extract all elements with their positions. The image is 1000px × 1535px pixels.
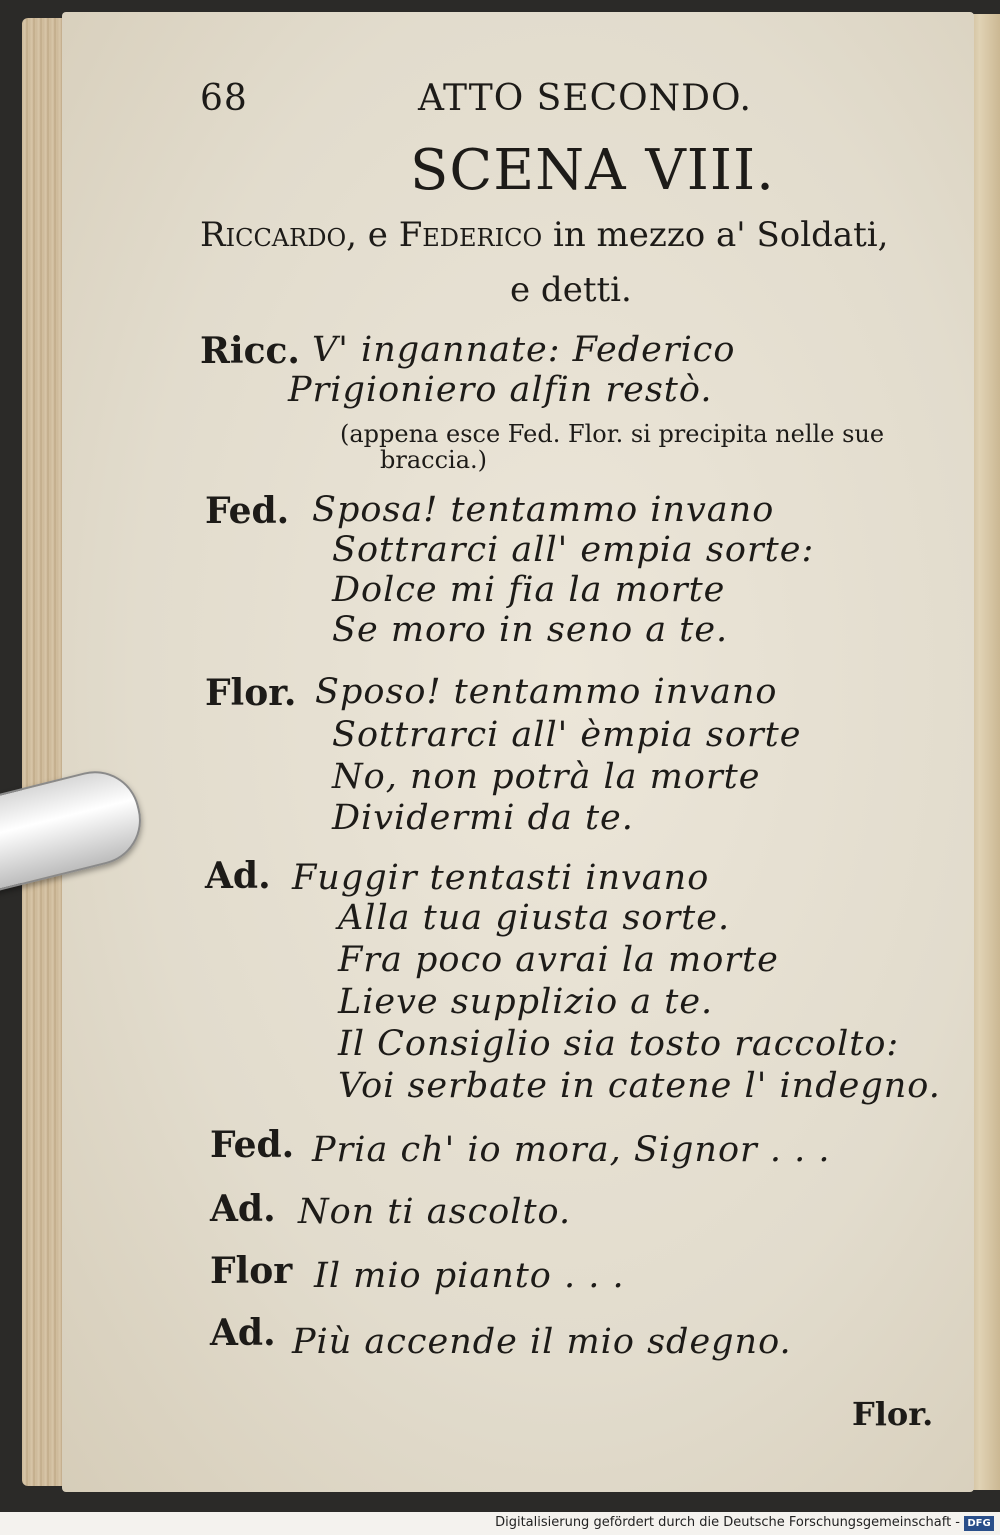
verse-line: No, non potrà la morte [332,757,761,797]
verse-line: Lieve supplizio a te. [338,982,714,1022]
verse-line: Il mio pianto . . . [314,1256,625,1296]
verse-line: Non ti ascolto. [298,1192,572,1232]
verse-line: Fuggir tentasti invano [292,858,710,898]
speaker-label: Ricc. [200,330,300,372]
character-name: Riccardo, [200,215,357,255]
scene-title: SCENA VIII. [410,138,775,203]
catchword: Flor. [852,1395,934,1433]
character-note: in mezzo a' Soldati, [552,215,889,255]
verse-line: V' ingannate: Federico [312,330,736,370]
speaker-label: Fed. [205,490,290,532]
verse-line: Dividermi da te. [332,798,634,838]
verse-line: Alla tua giusta sorte. [338,898,731,938]
stage-direction: (appena esce Fed. Flor. si precipita nelle sue [340,420,885,448]
running-head: ATTO SECONDO. [418,78,752,119]
speaker-label: Ad. [210,1312,276,1354]
characters-line-1 [200,215,888,255]
character-name: Federico [398,215,543,255]
stage-direction: braccia.) [380,446,488,474]
speaker-label: Ad. [210,1188,276,1230]
verse-line: Sposa! tentammo invano [312,490,775,530]
verse-line: Se moro in seno a te. [332,610,729,650]
verse-line: Fra poco avrai la morte [338,940,779,980]
footer-credit: Digitalisierung gefördert durch die Deutsche Forschungsgemeinschaft - [495,1515,960,1530]
verse-line: Più accende il mio sdegno. [292,1322,792,1362]
verse-line: Sposo! tentammo invano [315,672,778,712]
verse-line: Sottrarci all' empia sorte: [332,530,815,570]
dfg-logo-icon: DFG [964,1516,994,1531]
speaker-label: Fed. [210,1124,295,1166]
verse-line: Sottrarci all' èmpia sorte [332,715,802,755]
speaker-label: Ad. [205,855,271,897]
page-number: 68 [200,78,248,119]
characters-line-2: e detti. [510,270,632,310]
verse-line: Il Consiglio sia tosto raccolto: [338,1024,900,1064]
verse-line: Pria ch' io mora, Signor . . . [312,1130,831,1170]
speaker-label: Flor. [205,672,297,714]
verse-line: Voi serbate in catene l' indegno. [338,1066,941,1106]
speaker-label: Flor [210,1250,293,1292]
verse-line: Dolce mi fia la morte [332,570,726,610]
conjunction: e [367,215,388,255]
verse-line: Prigioniero alfin restò. [288,370,713,410]
